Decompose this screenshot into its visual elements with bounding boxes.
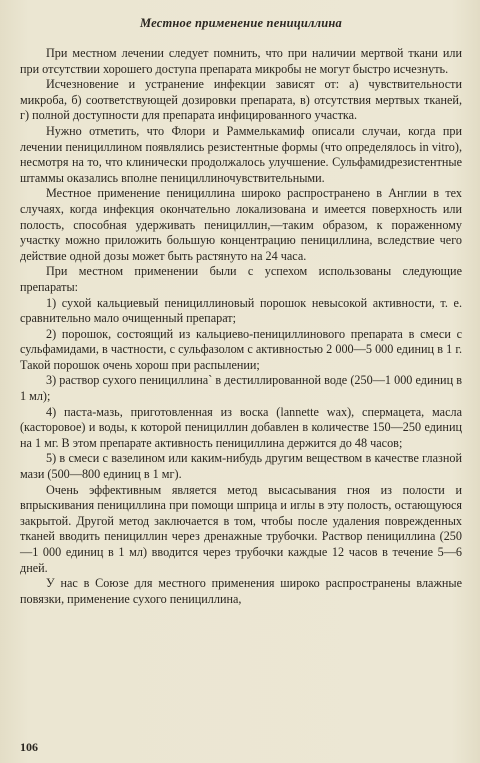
paragraph: Исчезновение и устранение инфекции зависят от: а) чувствительности микроба, б) соответствующей дозировки препарата, в) отсутствия мертвых тканей, г) полной доступности для препарата инфицированного участка.	[20, 77, 462, 123]
paragraph: Очень эффективным является метод высасывания гноя из полости и впрыскивания пенициллина при помощи шприца и иглы в эту полость, остающуюся закрытой. Другой метод заключается в том, чтобы после удаления поврежденных тканей вводить пенициллин через дренажные трубочки. Раствор пенициллина (250—1 000 единиц в 1 мл) вводится через трубочки каждые 12 часов в течение 5—6 дней.	[20, 482, 462, 575]
list-item: 1) сухой кальциевый пенициллиновый порошок невысокой активности, т. е. сравнительно мало очищенный препарат;	[20, 295, 462, 326]
paragraph: Нужно отметить, что Флори и Раммелькамиф описали случаи, когда при лечении пенициллином появлялись резистентные формы (что определялось in vitro), несмотря на то, что клинически продолжалось улучшение. Сульфамидрезистентные штаммы оказались вполне пенициллиночувствительными.	[20, 123, 462, 185]
paragraph: Местное применение пенициллина широко распространено в Англии в тех случаях, когда инфекция окончательно локализована и имеется поверхность или полость, способная удерживать пенициллин,—таким образом, к пораженному участку можно приложить большую концентрацию пенициллина, вследствие чего действие одной дозы может быть растянуто на 24 часа.	[20, 186, 462, 263]
list-item: 4) паста-мазь, приготовленная из воска (lannette wax), спермацета, масла (касторовое) и воды, к которой пенициллин добавлен в количестве 150—250 единиц на 1 мг. В этом препарате активность пенициллина держится до 48 часов;	[20, 404, 462, 450]
paragraph: При местном применении были с успехом использованы следующие препараты:	[20, 264, 462, 294]
section-title: Местное применение пенициллина	[139, 16, 343, 30]
list-item: 5) в смеси с вазелином или каким-нибудь другим веществом в качестве глазной мази (500—800 единиц в 1 мг).	[20, 451, 462, 482]
page-number: 106	[20, 740, 38, 754]
list-item: 3) раствор сухого пенициллина` в дестиллированной воде (250—1 000 единиц в 1 мл);	[20, 373, 462, 404]
paragraph: У нас в Союзе для местного применения широко распространены влажные повязки, применение сухого пенициллина,	[20, 576, 462, 606]
list-item: 2) порошок, состоящий из кальциево-пенициллинового препарата в смеси с сульфамидами, в частности, с сульфазолом с активностью 2 000—5 000 единиц в 1 г. Такой порошок очень хорош при распылении;	[20, 326, 462, 372]
paragraph: При местном лечении следует помнить, что при наличии мертвой ткани или при отсутствии хорошего доступа препарата микробы не могут быстро исчезнуть.	[20, 46, 462, 76]
